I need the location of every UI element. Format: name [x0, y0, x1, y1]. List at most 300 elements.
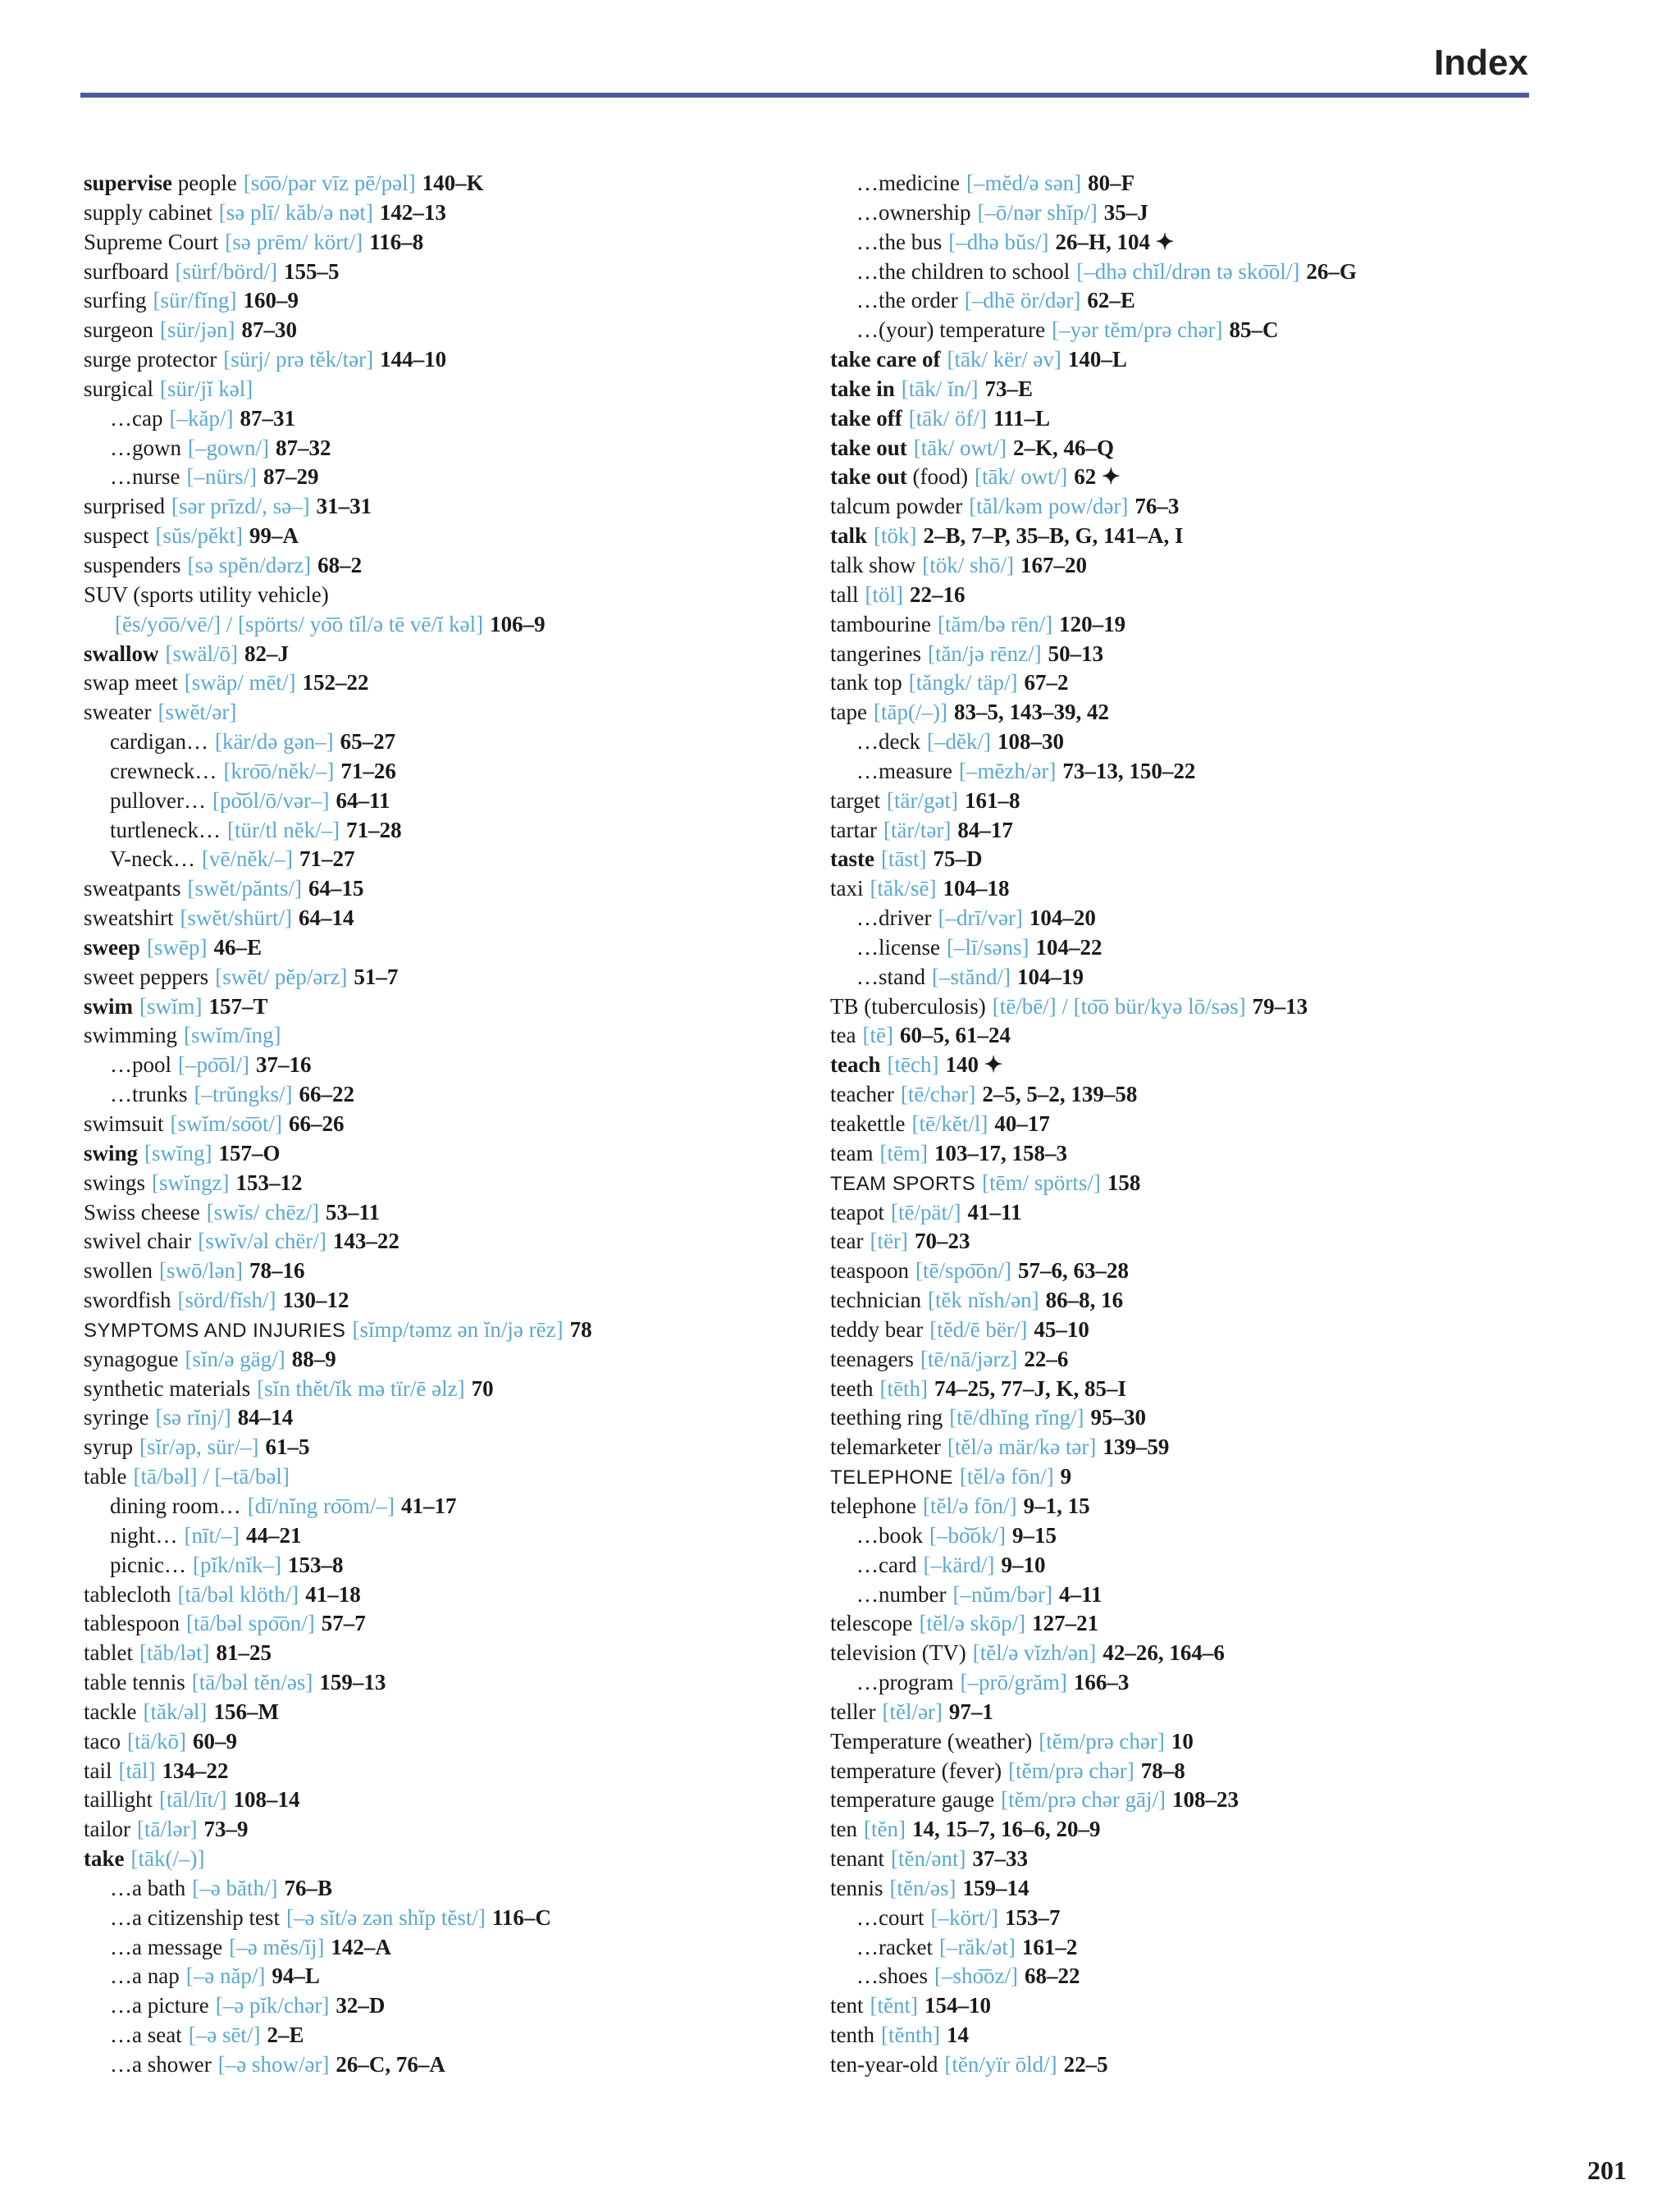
entry-headword: sweep	[84, 934, 140, 960]
index-entry	[84, 1933, 822, 1963]
entry-headword: tambourine	[830, 611, 931, 636]
entry-page-refs: 71–26	[340, 758, 396, 783]
index-entry	[830, 198, 1568, 228]
entry-pronunciation: [tāk/ ĭn/]	[901, 376, 979, 401]
entry-headword: telescope	[830, 1611, 913, 1636]
entry-pronunciation: [tāl]	[118, 1758, 156, 1783]
index-entry	[84, 874, 822, 904]
entry-headword: swallow	[84, 641, 159, 666]
entry-headword: …number	[856, 1581, 947, 1607]
index-entry	[84, 434, 822, 463]
entry-page-refs: 106–9	[490, 611, 546, 636]
index-entry	[830, 904, 1568, 933]
index-entry	[84, 1021, 822, 1051]
entry-pronunciation: [tĕn/yïr ōld/]	[944, 2052, 1057, 2077]
entry-page-refs: 127–21	[1032, 1611, 1099, 1636]
index-entry	[830, 2021, 1568, 2050]
entry-page-refs: 87–29	[262, 464, 319, 490]
entry-page-refs: 78–16	[249, 1258, 305, 1284]
index-entry	[830, 1345, 1568, 1375]
entry-pronunciation: [–dhə chĭl/drən tə sko͞ol/]	[1076, 258, 1300, 284]
entry-headword: …license	[856, 934, 940, 960]
entry-headword: taco	[84, 1728, 121, 1754]
entry-pronunciation: [tā/bəl klöth/]	[177, 1581, 299, 1607]
entry-page-refs: 81–25	[216, 1640, 272, 1666]
entry-pronunciation: [tĕl/ə fōn/]	[959, 1464, 1054, 1489]
entry-pronunciation: [swäl/ō]	[165, 641, 238, 666]
entry-page-refs: 97–1	[948, 1699, 993, 1724]
entry-pronunciation: [tēch]	[887, 1052, 939, 1078]
entry-page-refs: 142–A	[331, 1934, 391, 1959]
entry-headword: V-neck…	[110, 846, 195, 872]
entry-pronunciation: [swĕt/ər]	[158, 700, 237, 725]
entry-pronunciation: [tĕn/ənt]	[890, 1846, 966, 1872]
index-entry	[84, 1757, 822, 1786]
index-entry	[84, 1698, 822, 1727]
index-entry	[84, 1727, 822, 1757]
entry-page-refs: 42–26, 164–6	[1102, 1640, 1225, 1666]
entry-headword: tackle	[84, 1699, 137, 1724]
entry-pronunciation: [–ə pĭk/chər]	[215, 1993, 330, 2018]
entry-page-refs: 60–9	[192, 1728, 237, 1754]
entry-pronunciation: [tăl/kəm pow/dər]	[969, 494, 1129, 519]
entry-page-refs: 41–18	[305, 1581, 361, 1607]
entry-headword: pullover…	[110, 787, 206, 813]
entry-pronunciation: [tā/bəl] / [–tā/bəl]	[133, 1464, 290, 1489]
entry-pronunciation: [tē/nā/jərz]	[920, 1346, 1018, 1371]
entry-pronunciation: [–yər tĕm/prə chər]	[1052, 317, 1223, 343]
entry-headword: ten-year-old	[830, 2052, 938, 2077]
entry-headword: synagogue	[84, 1346, 179, 1371]
entry-pronunciation: [–dhə bŭs/]	[948, 229, 1049, 254]
entry-pronunciation: [tä/kō]	[126, 1728, 186, 1754]
entry-page-refs: 139–59	[1102, 1434, 1170, 1460]
entry-headword: …card	[856, 1552, 917, 1577]
entry-page-refs: 9–10	[1001, 1552, 1046, 1577]
entry-page-refs: 64–15	[308, 876, 364, 901]
entry-headword: surprised	[84, 494, 165, 519]
entry-headword: supply cabinet	[84, 199, 212, 225]
entry-page-refs: 153–7	[1004, 1904, 1061, 1930]
entry-headword: suspect	[84, 523, 149, 549]
entry-page-refs: 159–13	[319, 1670, 386, 1695]
entry-page-refs: 73–9	[203, 1817, 249, 1842]
entry-page-refs: 61–5	[265, 1434, 310, 1460]
entry-headword: sweatpants	[84, 876, 181, 901]
entry-page-refs: 22–16	[910, 582, 966, 607]
index-entry	[830, 933, 1568, 963]
index-entry	[84, 640, 822, 669]
index-entry	[84, 2050, 822, 2080]
index-entry	[84, 1051, 822, 1080]
entry-pronunciation: [pĭk/nĭk–]	[192, 1552, 281, 1577]
index-entry	[84, 1580, 822, 1610]
index-entry	[830, 816, 1568, 846]
entry-page-refs: 75–D	[933, 846, 983, 872]
entry-page-refs: 68–2	[317, 552, 363, 577]
entry-page-refs: 14	[946, 2023, 969, 2048]
entry-pronunciation: [–sho͞oz/]	[934, 1963, 1018, 1989]
index-entry	[84, 845, 822, 874]
entry-page-refs: 67–2	[1024, 670, 1069, 696]
index-entry	[830, 551, 1568, 581]
entry-page-refs: 4–11	[1058, 1581, 1102, 1607]
entry-pronunciation: [swĭng]	[144, 1140, 212, 1165]
entry-page-refs: 45–10	[1034, 1316, 1089, 1342]
entry-headword: surfboard	[84, 258, 169, 284]
entry-headword: taste	[830, 846, 874, 872]
entry-pronunciation: [dī/nĭng ro͞om/–]	[247, 1493, 395, 1518]
right-column	[830, 169, 1568, 2080]
entry-page-refs: 144–10	[380, 347, 447, 372]
entry-page-refs: 9	[1060, 1464, 1072, 1489]
entry-headword: technician	[830, 1288, 921, 1313]
entry-page-refs: 64–14	[298, 905, 354, 931]
index-entry	[830, 1462, 1568, 1492]
entry-page-refs: 2–K, 46–Q	[1012, 435, 1114, 460]
entry-headword: Temperature (weather)	[830, 1728, 1033, 1754]
entry-page-refs: 84–17	[957, 817, 1013, 842]
entry-pronunciation: [–trŭngks/]	[194, 1082, 293, 1107]
entry-headword: …a nap	[110, 1963, 180, 1989]
entry-page-refs: 37–16	[256, 1052, 312, 1078]
entry-page-refs: 134–22	[162, 1758, 229, 1783]
entry-page-refs: 73–E	[984, 376, 1034, 401]
index-entry	[84, 933, 822, 963]
entry-pronunciation: [sŭs/pĕkt]	[155, 523, 243, 549]
entry-pronunciation: [tĕm/prə chər]	[1039, 1728, 1165, 1754]
entry-headword: teddy bear	[830, 1316, 924, 1342]
index-entry	[84, 727, 822, 757]
entry-page-refs: 14, 15–7, 16–6, 20–9	[911, 1817, 1101, 1842]
index-entry	[830, 1021, 1568, 1051]
entry-headword: …racket	[856, 1934, 933, 1959]
entry-headword: crewneck…	[110, 758, 217, 783]
entry-headword: swollen	[84, 1258, 153, 1284]
entry-page-refs: 120–19	[1059, 611, 1126, 636]
entry-pronunciation: [tē/chər]	[900, 1082, 976, 1107]
entry-pronunciation: [tēm]	[879, 1140, 928, 1165]
entry-page-refs: 62–E	[1087, 288, 1135, 313]
entry-page-refs: 46–E	[213, 934, 262, 960]
index-entry	[830, 1110, 1568, 1139]
index-entry	[84, 286, 822, 316]
index-entry	[84, 1991, 822, 2021]
entry-headword: …court	[856, 1904, 924, 1930]
entry-pronunciation: [tĕl/ə vĭzh/ən]	[972, 1640, 1097, 1666]
index-entry	[84, 963, 822, 992]
entry-page-refs: 116–C	[491, 1904, 551, 1930]
index-entry	[830, 286, 1568, 316]
entry-headword: take care of	[830, 347, 941, 372]
entry-headword: Swiss cheese	[84, 1199, 200, 1225]
entry-headword: …the children to school	[856, 258, 1071, 284]
entry-page-refs: 140–K	[422, 171, 484, 195]
page-number: 201	[1587, 2155, 1627, 2185]
index-entry	[830, 992, 1568, 1022]
entry-headword: swing	[84, 1140, 139, 1165]
entry-headword: syrup	[84, 1434, 133, 1460]
entry-pronunciation: [tĕl/ə skōp/]	[919, 1611, 1026, 1636]
entry-pronunciation: [tër]	[870, 1229, 908, 1254]
entry-pronunciation: [–prō/grăm]	[960, 1670, 1067, 1695]
entry-headword: …gown	[110, 435, 181, 460]
index-entry	[84, 1786, 822, 1815]
entry-headword: tenant	[830, 1846, 884, 1872]
index-entry	[84, 1080, 822, 1110]
entry-page-refs: 71–28	[346, 817, 402, 842]
entry-headword: sweet peppers	[84, 964, 209, 989]
entry-pronunciation: [–drī/vər]	[938, 905, 1023, 931]
entry-pronunciation: [tĕl/ər]	[882, 1699, 943, 1724]
entry-pronunciation: [–dĕk/]	[926, 729, 991, 755]
index-entry	[830, 1815, 1568, 1845]
entry-pronunciation: [tĕl/ə mär/kə tər]	[947, 1434, 1097, 1460]
entry-pronunciation: [sə spĕn/dərz]	[187, 552, 312, 577]
entry-pronunciation: [sür/jən]	[160, 317, 235, 343]
index-entry	[830, 1933, 1568, 1963]
entry-page-refs: 66–22	[299, 1082, 354, 1107]
entry-headword: swap meet	[84, 670, 178, 696]
entry-headword: take out	[830, 464, 907, 490]
entry-page-refs: 155–5	[283, 258, 340, 284]
index-entry	[84, 522, 822, 551]
entry-pronunciation: [swĭm/so͞ot/]	[170, 1111, 283, 1136]
index-entry	[830, 1051, 1568, 1080]
entry-page-refs: 9–15	[1011, 1522, 1057, 1548]
index-entry	[830, 668, 1568, 698]
entry-pronunciation: [tăk/əl]	[143, 1699, 208, 1724]
entry-pronunciation: [swĭngz]	[152, 1170, 230, 1195]
entry-pronunciation: [–ō/nər shĭp/]	[977, 199, 1098, 225]
entry-pronunciation: [tăk/sē]	[870, 876, 937, 901]
index-entry	[830, 434, 1568, 463]
entry-headword: surgical	[84, 376, 153, 401]
entry-headword: …book	[856, 1522, 923, 1548]
index-entry	[84, 551, 822, 581]
page-title: Index	[1434, 43, 1528, 83]
entry-pronunciation: [tĕn/əs]	[889, 1875, 956, 1900]
index-entry	[830, 463, 1568, 492]
entry-headword: night…	[110, 1522, 178, 1548]
left-column	[84, 169, 822, 2080]
index-entry	[830, 522, 1568, 551]
index-entry	[84, 228, 822, 258]
entry-pronunciation: [tăngk/ täp/]	[908, 670, 1018, 696]
index-entry	[84, 992, 822, 1022]
entry-headword: …a picture	[110, 1993, 209, 2018]
entry-page-refs: 66–26	[289, 1111, 345, 1136]
entry-pronunciation: [ĕs/yo͞o/vē/] / [spörts/ yo͞o tĭl/ə tē vē/ĭ kəl]	[115, 611, 484, 636]
entry-headword: teapot	[830, 1199, 884, 1225]
entry-headword: …cap	[110, 405, 163, 431]
index-entry	[830, 1962, 1568, 1991]
index-entry	[830, 1139, 1568, 1169]
index-entry	[84, 1551, 822, 1580]
entry-pronunciation: [tök/ shō/]	[922, 552, 1014, 577]
entry-headword: teething ring	[830, 1405, 943, 1430]
entry-headword: target	[830, 787, 880, 813]
entry-page-refs: 154–10	[924, 1993, 991, 2018]
entry-page-refs: 156–M	[213, 1699, 279, 1724]
index-entry	[84, 787, 822, 816]
entry-page-refs: 160–9	[243, 288, 299, 313]
index-entry	[84, 1227, 822, 1257]
entry-pronunciation: [nīt/–]	[184, 1522, 240, 1548]
entry-page-refs: 26–G	[1306, 258, 1357, 284]
entry-pronunciation: [swĭv/əl chër/]	[198, 1229, 326, 1254]
entry-pronunciation: [so͞o/pər vīz pē/pəl]	[243, 171, 416, 195]
entry-page-refs: 108–23	[1172, 1787, 1239, 1813]
index-entry	[830, 1668, 1568, 1698]
entry-headword: tenth	[830, 2023, 874, 2048]
index-entry	[84, 1874, 822, 1904]
entry-headword: teakettle	[830, 1111, 906, 1136]
entry-headword: …a message	[110, 1934, 223, 1959]
entry-page-refs: 104–22	[1035, 934, 1102, 960]
index-entry	[830, 581, 1568, 610]
index-entry	[830, 1727, 1568, 1757]
entry-headword: teeth	[830, 1375, 874, 1401]
entry-headword: take off	[830, 405, 902, 431]
index-entry	[84, 1845, 822, 1874]
entry-page-refs: 79–13	[1252, 993, 1308, 1019]
entry-page-refs: 87–30	[241, 317, 297, 343]
entry-pronunciation: [tök]	[874, 523, 917, 549]
entry-pronunciation: [tē/bē/] / [to͞o bür/kyə lō/səs]	[992, 993, 1246, 1019]
index-entry	[830, 2050, 1568, 2080]
index-entry	[830, 169, 1568, 198]
entry-headword: swimming	[84, 1023, 178, 1048]
entry-page-refs: 57–7	[321, 1611, 366, 1636]
index-entry	[830, 727, 1568, 757]
entry-pronunciation: [tĕk nĭsh/ən]	[927, 1288, 1039, 1313]
entry-headword: …program	[856, 1670, 954, 1695]
entry-pronunciation: [tĕm/prə chər gāj/]	[1001, 1787, 1166, 1813]
entry-headword: …pool	[110, 1052, 172, 1078]
entry-headword: talcum powder	[830, 494, 963, 519]
entry-pronunciation: [swĕt/pănts/]	[187, 876, 302, 901]
entry-pronunciation: [tē]	[862, 1023, 893, 1048]
index-entry	[830, 1286, 1568, 1316]
index-entry	[84, 1462, 822, 1492]
entry-page-refs: 108–30	[997, 729, 1064, 755]
entry-page-refs: 111–L	[993, 405, 1050, 431]
entry-pronunciation: [–mĕd/ə sən]	[966, 171, 1082, 195]
entry-pronunciation: [–stănd/]	[932, 964, 1011, 989]
entry-headword: SYMPTOMS AND INJURIES	[84, 1319, 346, 1342]
entry-pronunciation: [–lī/səns]	[946, 934, 1029, 960]
index-entry	[84, 1139, 822, 1169]
index-entry	[830, 404, 1568, 434]
entry-headword: ten	[830, 1817, 857, 1842]
entry-headword: cardigan…	[110, 729, 208, 755]
entry-page-refs: 130–12	[282, 1288, 349, 1313]
entry-headword: syringe	[84, 1405, 149, 1430]
entry-headword: take	[84, 1846, 125, 1872]
entry-page-refs: 26–H, 104 ✦	[1055, 229, 1175, 254]
entry-pronunciation: [–gown/]	[188, 435, 269, 460]
entry-page-refs: 76–B	[284, 1875, 332, 1900]
entry-pronunciation: [tā/lər]	[136, 1817, 198, 1842]
index-entry	[84, 169, 822, 198]
entry-headword: suspenders	[84, 552, 181, 577]
entry-headword: surge protector	[84, 347, 217, 372]
entry-headword: TB (tuberculosis)	[830, 993, 986, 1019]
index-entry	[830, 1757, 1568, 1786]
index-entry	[84, 1345, 822, 1375]
index-entry	[830, 1492, 1568, 1521]
index-entry	[84, 404, 822, 434]
index-entry	[84, 463, 822, 492]
entry-page-refs: 84–14	[237, 1405, 294, 1430]
index-entry	[830, 258, 1568, 287]
entry-headword: …medicine	[856, 171, 960, 195]
entry-pronunciation: [–ə năp/]	[185, 1963, 266, 1989]
entry-page-refs: 80–F	[1088, 171, 1135, 195]
entry-page-refs: 44–21	[246, 1522, 302, 1548]
entry-page-refs: 157–O	[218, 1140, 281, 1165]
entry-page-refs: 159–14	[962, 1875, 1029, 1900]
entry-headword: TEAM SPORTS	[830, 1172, 976, 1195]
entry-page-refs: 57–6, 63–28	[1017, 1258, 1129, 1284]
index-entry	[830, 1257, 1568, 1286]
entry-pronunciation: [sür/jĭ kəl]	[159, 376, 253, 401]
index-entry	[830, 1786, 1568, 1815]
entry-pronunciation: [–kört/]	[930, 1904, 998, 1930]
entry-pronunciation: [–nürs/]	[186, 464, 257, 490]
entry-page-refs: 161–2	[1021, 1934, 1078, 1959]
entry-page-refs: 161–8	[964, 787, 1020, 813]
entry-pronunciation: [tĕnt]	[870, 1993, 918, 2018]
entry-pronunciation: [tĕn]	[864, 1817, 906, 1842]
entry-pronunciation: [vē/nĕk/–]	[201, 846, 293, 872]
index-entry	[84, 1815, 822, 1845]
index-entry	[830, 228, 1568, 258]
entry-pronunciation: [swäp/ mēt/]	[184, 670, 296, 696]
index-entry	[84, 375, 822, 404]
entry-headword: surfing	[84, 288, 147, 313]
entry-headword: taxi	[830, 876, 864, 901]
entry-page-refs: 37–33	[972, 1846, 1028, 1872]
entry-pronunciation: [–ə show/ər]	[217, 2052, 330, 2077]
entry-headword: telephone	[830, 1493, 916, 1518]
entry-page-refs: 158	[1107, 1170, 1141, 1195]
entry-pronunciation: [tāk(/–)]	[130, 1846, 205, 1872]
entry-page-refs: 60–5, 61–24	[899, 1023, 1011, 1048]
entry-pronunciation: [tür/tl nĕk/–]	[226, 817, 340, 842]
entry-page-refs: 64–11	[336, 787, 390, 813]
index-entry	[830, 375, 1568, 404]
entry-page-refs: 140–L	[1067, 347, 1127, 372]
entry-pronunciation: [tēm/ spörts/]	[982, 1170, 1101, 1195]
entry-pronunciation: [–ə băth/]	[192, 1875, 278, 1900]
index-entry	[84, 1962, 822, 1991]
entry-headword: swings	[84, 1170, 146, 1195]
entry-pronunciation: [–dhē ör/dər]	[964, 288, 1081, 313]
entry-pronunciation: [sĭr/əp, sür/–]	[139, 1434, 259, 1460]
index-entry	[830, 1198, 1568, 1228]
entry-headword: …nurse	[110, 464, 180, 490]
index-entry	[830, 1874, 1568, 1904]
entry-pronunciation: [–kärd/]	[923, 1552, 995, 1577]
entry-headword: teenagers	[830, 1346, 914, 1371]
entry-headword: …a bath	[110, 1875, 186, 1900]
entry-page-refs: 87–32	[275, 435, 331, 460]
entry-headword: tablet	[84, 1640, 133, 1666]
entry-pronunciation: [kro͞o/nĕk/–]	[223, 758, 335, 783]
entry-pronunciation: [–nŭm/bər]	[952, 1581, 1052, 1607]
